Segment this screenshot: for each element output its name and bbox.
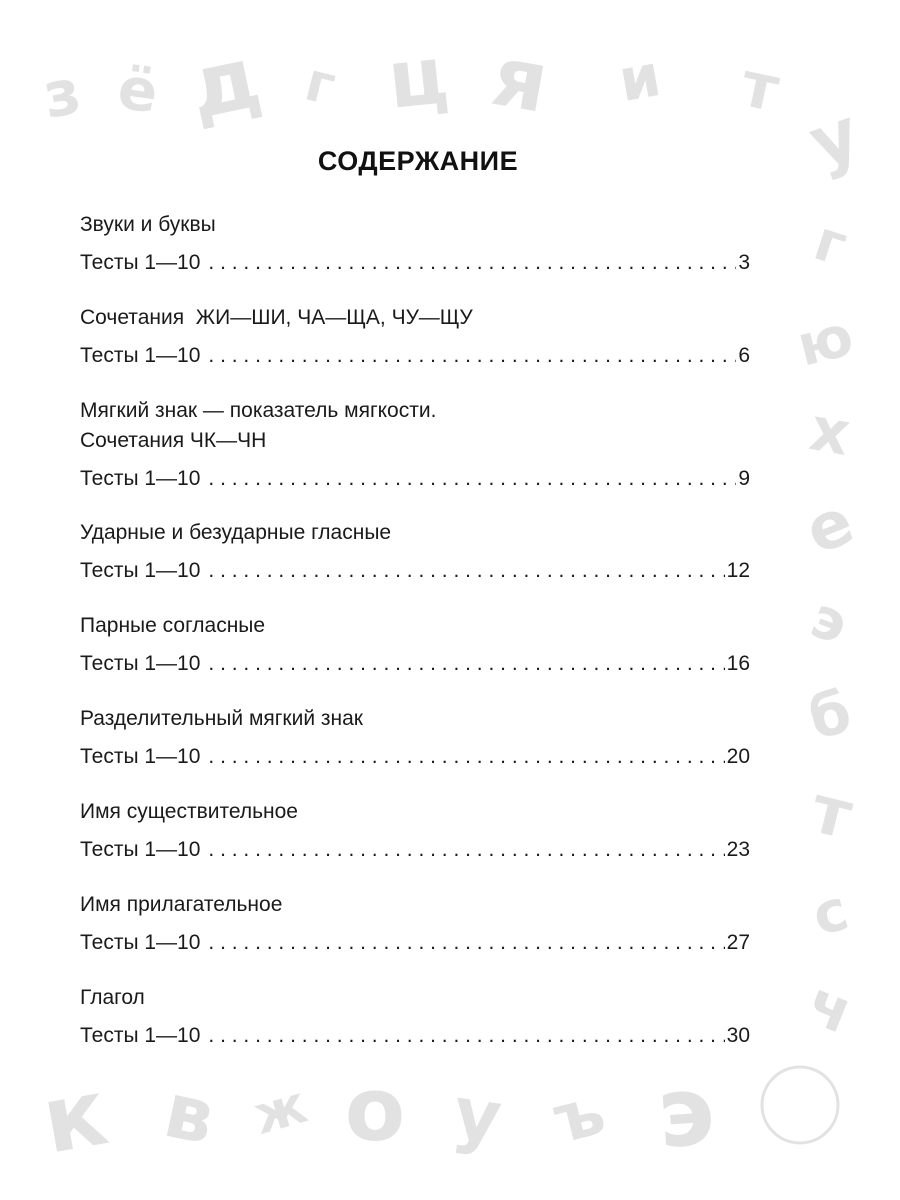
decorative-letter: х [804, 394, 856, 470]
decorative-letter: г [299, 49, 342, 118]
section-title: Имя прилагательное [80, 893, 283, 916]
toc-section [80, 890, 750, 958]
dot-leader [208, 649, 724, 679]
entry-label: Тесты 1—10 [80, 344, 201, 367]
toc-entry[interactable] [80, 248, 750, 278]
section-title: Звуки и буквы [80, 213, 216, 236]
toc-section [80, 518, 750, 586]
decorative-letter: ч [797, 967, 863, 1049]
toc-section [80, 303, 750, 371]
page-number: 30 [726, 1024, 750, 1047]
dot-leader [208, 341, 736, 371]
page-title: СОДЕРЖАНИЕ [317, 146, 519, 176]
decorative-letter: д [180, 26, 269, 140]
entry-label: Тесты 1—10 [80, 1024, 201, 1047]
section-title: Парные согласные [80, 614, 266, 637]
decorative-letter: у [448, 1070, 507, 1160]
entry-label: Тесты 1—10 [80, 251, 201, 274]
decorative-letter: ё [113, 53, 163, 127]
toc-section [80, 704, 750, 772]
page-number: 27 [726, 931, 750, 954]
toc-section [80, 983, 750, 1051]
decorative-letter: и [613, 41, 666, 116]
toc-entry[interactable] [80, 341, 750, 371]
page-number: 9 [738, 467, 750, 490]
entry-label: Тесты 1—10 [80, 467, 201, 490]
dot-leader [208, 556, 724, 586]
toc-section [80, 396, 750, 494]
decorative-circle [762, 1067, 838, 1143]
page-number: 12 [726, 559, 750, 582]
decorative-letter: ю [791, 303, 860, 380]
toc-entry[interactable] [80, 649, 750, 679]
page-number: 23 [726, 838, 750, 861]
page-number: 3 [738, 251, 750, 274]
dot-leader [208, 248, 736, 278]
decorative-letter: э [653, 1054, 719, 1170]
decorative-letter: т [735, 47, 786, 126]
entry-label: Тесты 1—10 [80, 652, 201, 675]
decorative-letter: к [34, 1058, 115, 1175]
toc-entry[interactable] [80, 556, 750, 586]
decorative-letter: э [802, 585, 857, 658]
decorative-letter: у [798, 91, 870, 185]
entry-label: Тесты 1—10 [80, 838, 201, 861]
dot-leader [208, 928, 724, 958]
section-title: Мягкий знак — показатель мягкости. [80, 399, 437, 422]
decorative-letter: з [37, 54, 86, 133]
section-title: Ударные и безударные гласные [80, 521, 392, 544]
dot-leader [208, 835, 724, 865]
decorative-letter: г [806, 208, 855, 280]
toc-entry[interactable] [80, 1021, 750, 1051]
toc-section [80, 797, 750, 865]
dot-leader [208, 464, 736, 494]
toc-entry[interactable] [80, 928, 750, 958]
page-number: 20 [726, 745, 750, 768]
toc-section [80, 611, 750, 679]
toc-entry[interactable] [80, 464, 750, 494]
section-title: Глагол [80, 986, 145, 1009]
dot-leader [208, 1021, 724, 1051]
toc-entry[interactable] [80, 835, 750, 865]
decorative-letter: ц [383, 28, 453, 127]
decorative-letter: ъ [545, 1072, 613, 1159]
page-number: 16 [726, 652, 750, 675]
decorative-letter: о [344, 1058, 406, 1161]
decorative-letter: т [804, 770, 860, 855]
decorative-letter: я [485, 26, 556, 132]
section-title-line2: Сочетания ЧК—ЧН [80, 429, 267, 452]
toc-entry[interactable] [80, 742, 750, 772]
section-title: Имя существительное [80, 800, 298, 823]
decorative-letter: в [156, 1064, 223, 1162]
section-title: Сочетания ЖИ—ШИ, ЧА—ЩА, ЧУ—ЩУ [80, 306, 473, 329]
toc-section [80, 210, 750, 278]
decorative-letter: ж [247, 1074, 314, 1147]
section-title: Разделительный мягкий знак [80, 707, 363, 730]
decorative-letter: с [805, 877, 856, 950]
page-number: 6 [738, 344, 750, 367]
entry-label: Тесты 1—10 [80, 745, 201, 768]
dot-leader [208, 742, 724, 772]
entry-label: Тесты 1—10 [80, 559, 201, 582]
decorative-letter: е [795, 484, 864, 570]
decorative-letter: б [803, 677, 857, 753]
entry-label: Тесты 1—10 [80, 931, 201, 954]
